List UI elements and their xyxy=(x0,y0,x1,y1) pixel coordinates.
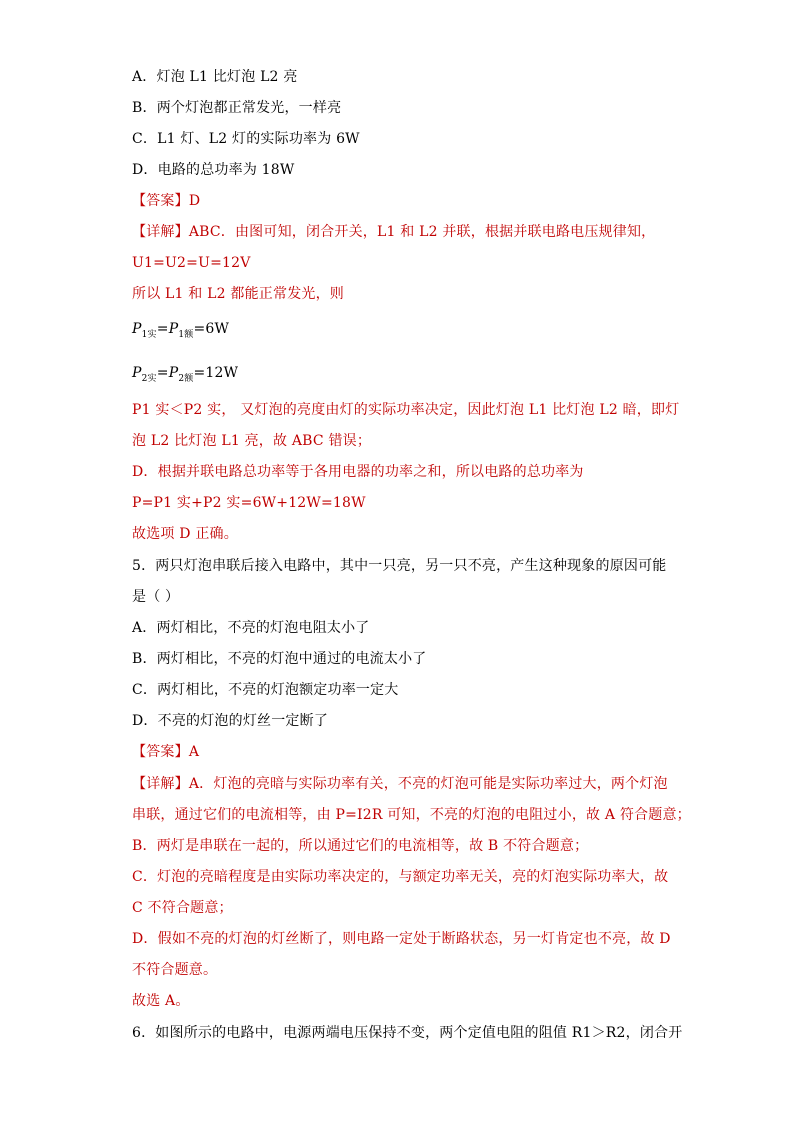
detail-text: ABC．由图可知，闭合开关，L1 和 L2 并联，根据并联电路电压规律知， xyxy=(188,224,656,240)
detail-label: 【详解】 xyxy=(132,224,189,240)
q5-option-c: C．两灯相比，不亮的灯泡额定功率一定大 xyxy=(132,682,399,698)
q5-option-b: B．两灯相比，不亮的灯泡中通过的电流太小了 xyxy=(132,651,427,667)
answer-value: A xyxy=(188,744,200,760)
q4-option-b: B．两个灯泡都正常发光，一样亮 xyxy=(132,100,342,116)
q5-answer xyxy=(132,743,199,761)
q4-detail-line7: P=P1 实+P2 实=6W+12W=18W xyxy=(132,495,366,511)
q4-detail-line2: U1=U2=U=12V xyxy=(132,255,251,271)
formula-rest: =12W xyxy=(193,365,239,381)
q5-detail-line1 xyxy=(132,775,668,793)
q4-detail-line4: P1 实＜P2 实， 又灯泡的亮度由灯的实际功率决定，因此灯泡 L1 比灯泡 L2 暗，即灯 xyxy=(132,402,680,418)
answer-label: 【答案】 xyxy=(132,193,189,209)
q5-option-d: D．不亮的灯泡的灯丝一定断了 xyxy=(132,713,329,729)
formula-rest: =6W xyxy=(193,321,230,337)
formula-sub-left: 2实 xyxy=(141,374,157,384)
q5-detail-line5: C 不符合题意； xyxy=(132,900,233,916)
detail-label: 【详解】 xyxy=(132,776,189,792)
q5-option-a: A．两灯相比，不亮的灯泡电阻太小了 xyxy=(132,620,370,636)
q4-detail-line8: 故选项 D 正确。 xyxy=(132,526,238,542)
answer-value: D xyxy=(188,193,201,209)
q4-option-a: A．灯泡 L1 比灯泡 L2 亮 xyxy=(132,69,298,85)
q4-detail-line6: D．根据并联电路总功率等于各用电器的功率之和，所以电路的总功率为 xyxy=(132,464,584,480)
formula-p-symbol: P xyxy=(132,321,142,337)
answer-label: 【答案】 xyxy=(132,744,189,760)
formula-sub-right: 2额 xyxy=(178,374,194,384)
q6-stem-line1: 6．如图所示的电路中，电源两端电压保持不变，两个定值电阻的阻值 R1＞R2，闭合开 xyxy=(132,1025,683,1041)
formula-p-symbol: P xyxy=(168,321,179,337)
detail-text: A．灯泡的亮暗与实际功率有关，不亮的灯泡可能是实际功率过大，两个灯泡 xyxy=(188,776,668,792)
formula-p2 xyxy=(132,364,238,384)
q4-answer xyxy=(132,192,200,210)
q4-detail-line5: 泡 L2 比灯泡 L1 亮，故 ABC 错误； xyxy=(132,433,372,449)
q4-option-c: C．L1 灯、L2 灯的实际功率为 6W xyxy=(132,131,360,147)
q5-detail-line2: 串联，通过它们的电流相等，由 P=I2R 可知，不亮的灯泡的电阻过小，故 A 符合题意； xyxy=(132,807,691,823)
formula-eq: = xyxy=(156,365,169,381)
q5-detail-line3: B．两灯是串联在一起的，所以通过它们的电流相等，故 B 不符合题意； xyxy=(132,838,589,854)
q5-stem-line2: 是（ ） xyxy=(132,589,180,605)
q4-detail-line1 xyxy=(132,223,655,241)
formula-p1 xyxy=(132,320,229,340)
q5-detail-line7: 不符合题意。 xyxy=(132,962,218,978)
q5-detail-line6: D．假如不亮的灯泡的灯丝断了，则电路一定处于断路状态，另一灯肯定也不亮，故 D xyxy=(132,931,671,947)
formula-p-symbol: P xyxy=(168,365,179,381)
q5-detail-line4: C．灯泡的亮暗程度是由实际功率决定的，与额定功率无关，亮的灯泡实际功率大，故 xyxy=(132,869,669,885)
formula-sub-left: 1实 xyxy=(141,330,157,340)
q4-option-d: D．电路的总功率为 18W xyxy=(132,162,295,178)
formula-p-symbol: P xyxy=(132,365,142,381)
formula-sub-right: 1额 xyxy=(178,330,194,340)
q5-stem-line1: 5．两只灯泡串联后接入电路中，其中一只亮，另一只不亮，产生这种现象的原因可能 xyxy=(132,558,667,574)
q5-detail-line8: 故选 A。 xyxy=(132,993,190,1009)
formula-eq: = xyxy=(156,321,169,337)
q4-detail-line3: 所以 L1 和 L2 都能正常发光，则 xyxy=(132,286,345,302)
